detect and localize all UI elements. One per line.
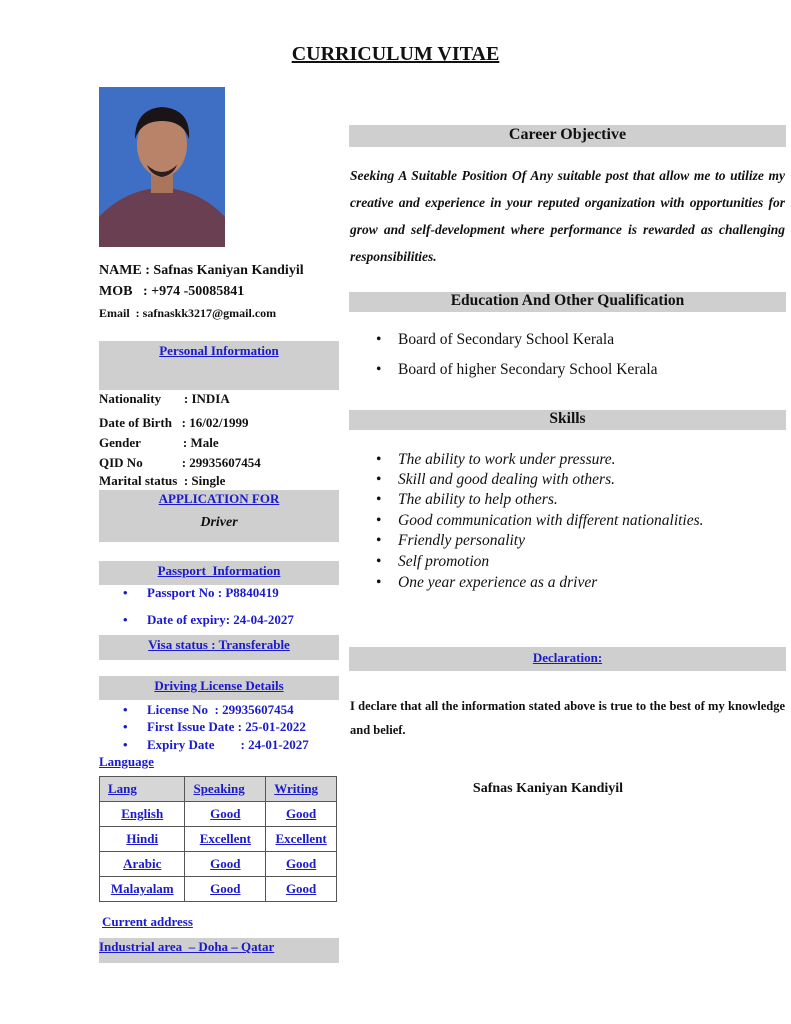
table-cell[interactable]: Hindi [100, 827, 185, 852]
skills-heading: Skills [549, 410, 586, 427]
address-value[interactable]: Industrial area – Doha – Qatar [99, 939, 275, 954]
education-item: • Board of higher Secondary School Kerala [398, 361, 658, 379]
license-expiry-date: • Expiry Date : 24-01-2027 [147, 737, 309, 753]
skill-item: • One year experience as a driver [398, 574, 597, 592]
gender-row: Gender : Male [99, 435, 219, 450]
table-cell[interactable]: Excellent [185, 827, 266, 852]
skill-item: • The ability to help others. [398, 491, 558, 509]
career-bar [349, 125, 786, 147]
address-bar [99, 938, 339, 963]
declaration-text: I declare that all the information stated above is true to the best of my knowledge and belief. [350, 699, 785, 737]
email-line: Email : safnaskk3217@gmail.com [99, 306, 277, 320]
education-heading: Education And Other Qualification [450, 292, 685, 309]
passport-bar [99, 561, 339, 585]
application-heading[interactable]: APPLICATION FOR [158, 491, 280, 506]
application-bar [99, 490, 339, 542]
column-header[interactable]: Lang [100, 777, 185, 802]
skills-bar [349, 410, 786, 430]
dob-row: Date of Birth : 16/02/1999 [99, 415, 249, 430]
license-bar [99, 676, 339, 700]
passport-heading[interactable]: Passport Information [157, 563, 281, 578]
license-heading[interactable]: Driving License Details [154, 678, 284, 693]
qid-row: QID No : 29935607454 [99, 455, 261, 470]
table-cell[interactable]: Good [185, 877, 266, 902]
declaration-heading[interactable]: Declaration: [532, 650, 603, 665]
table-row [100, 877, 337, 902]
table-row [100, 852, 337, 877]
table-header-row [100, 777, 337, 802]
visa-status[interactable]: Visa status : Transferable [148, 637, 290, 652]
education-bar [349, 292, 786, 312]
table-cell[interactable]: Malayalam [100, 877, 185, 902]
marital-row: Marital status : Single [99, 473, 226, 488]
license-issue-date: • First Issue Date : 25-01-2022 [147, 719, 306, 735]
table-row [100, 802, 337, 827]
visa-bar [99, 635, 339, 660]
language-heading[interactable]: Language [99, 754, 154, 769]
table-cell[interactable]: Good [266, 802, 337, 827]
skill-item: • Good communication with different nationalities. [398, 512, 704, 530]
education-item: • Board of Secondary School Kerala [398, 331, 614, 349]
table-cell[interactable]: Good [185, 802, 266, 827]
column-header[interactable]: Writing [266, 777, 337, 802]
table-row [100, 827, 337, 852]
profile-photo [99, 87, 225, 247]
signature-name: Safnas Kaniyan Kandiyil [472, 781, 624, 796]
personal-info-bar [99, 341, 339, 390]
application-value: Driver [200, 515, 238, 530]
table-cell[interactable]: English [100, 802, 185, 827]
career-heading: Career Objective [508, 126, 627, 143]
language-table [99, 776, 337, 902]
name-line: NAME : Safnas Kaniyan Kandiyil [99, 263, 304, 278]
passport-number: • Passport No : P8840419 [147, 585, 279, 601]
table-cell[interactable]: Good [185, 852, 266, 877]
declaration-bar [349, 647, 786, 671]
address-heading[interactable]: Current address [102, 914, 193, 929]
passport-expiry: • Date of expiry: 24-04-2027 [147, 612, 294, 628]
skill-item: • Self promotion [398, 553, 489, 571]
table-cell[interactable]: Excellent [266, 827, 337, 852]
table-cell[interactable]: Arabic [100, 852, 185, 877]
personal-info-heading[interactable]: Personal Information [159, 343, 279, 358]
skill-item: • Friendly personality [398, 532, 525, 550]
column-header[interactable]: Speaking [185, 777, 266, 802]
nationality-row: Nationality : INDIA [99, 391, 230, 406]
license-number: • License No : 29935607454 [147, 702, 294, 718]
table-cell[interactable]: Good [266, 852, 337, 877]
career-objective-text: Seeking A Suitable Position Of Any suitable post that allow me to utilize my creative and experience in your reputed organization with opportunities for grow and self-development where performance is rewarded as challenging responsibilities. [350, 168, 785, 264]
table-cell[interactable]: Good [266, 877, 337, 902]
mobile-line: MOB : +974 -50085841 [99, 284, 245, 299]
page-title: CURRICULUM VITAE [291, 43, 500, 65]
skill-item: • The ability to work under pressure. [398, 451, 616, 469]
skill-item: • Skill and good dealing with others. [398, 471, 615, 489]
